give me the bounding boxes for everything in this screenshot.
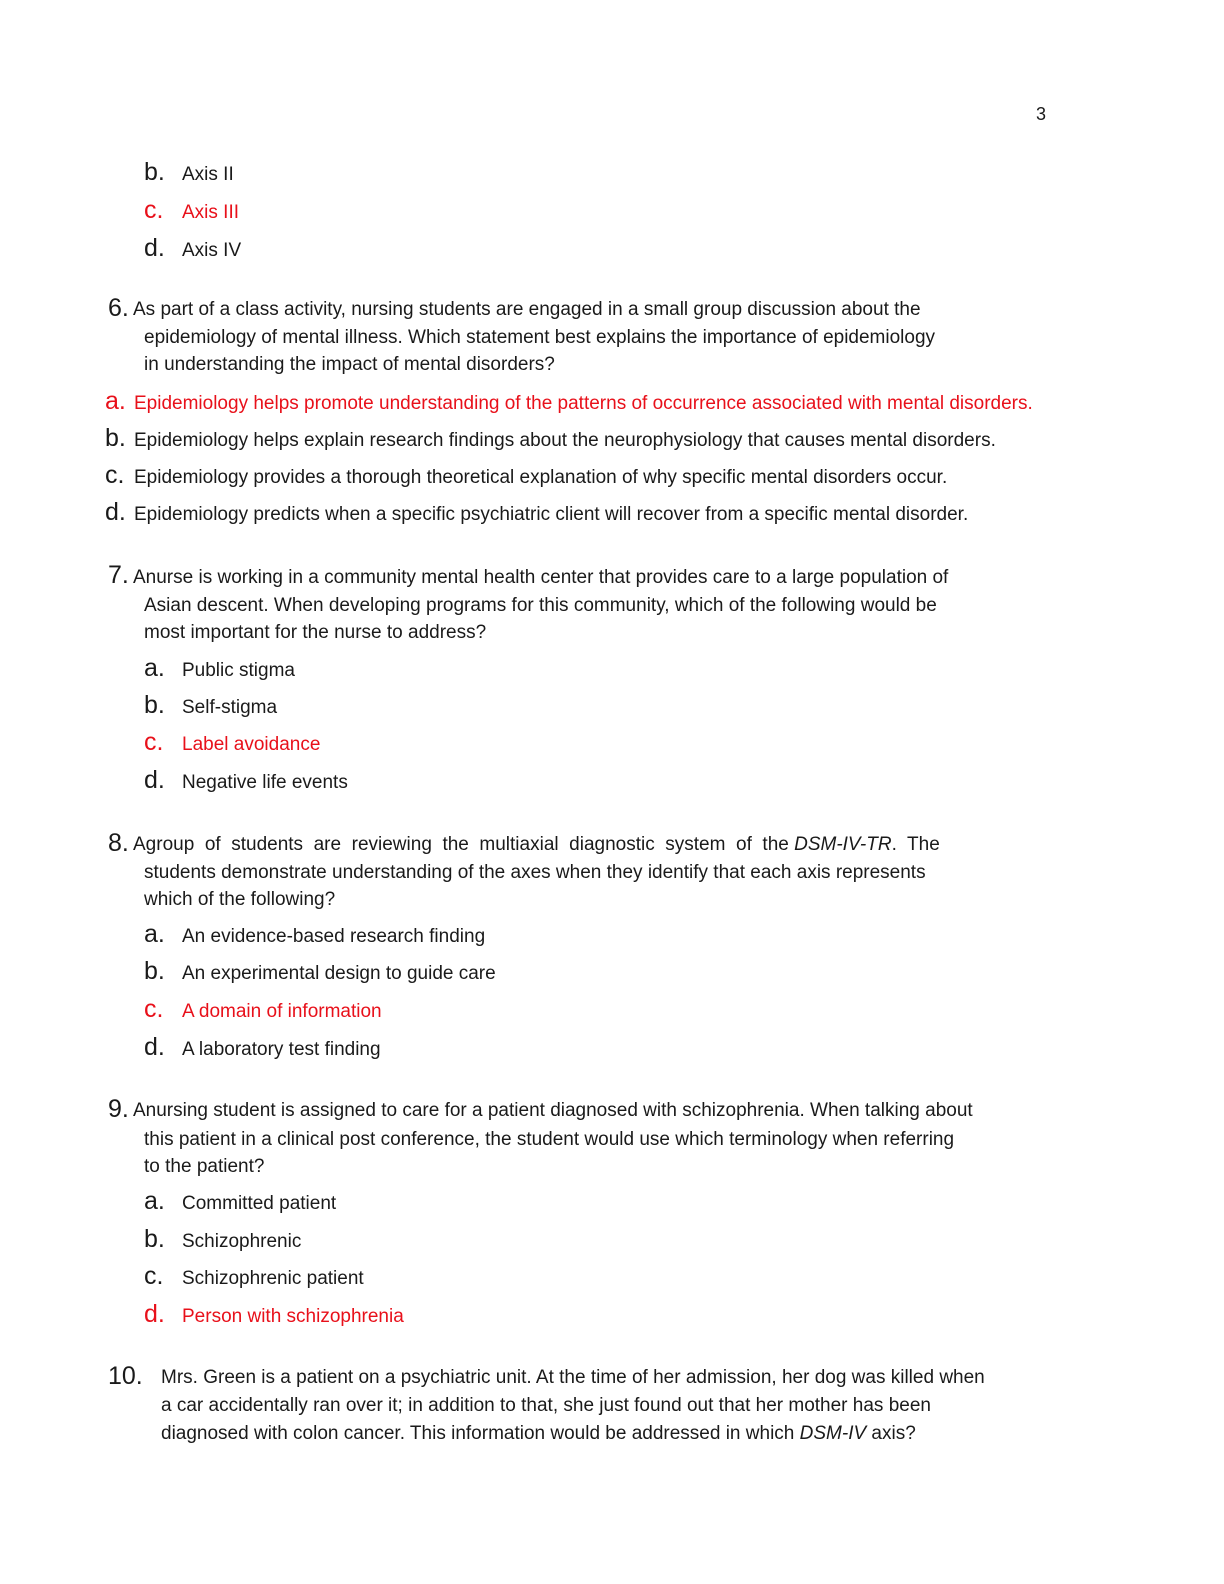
option-b <box>144 158 234 187</box>
option-text: Schizophrenic <box>182 1231 302 1252</box>
question-line: this patient in a clinical post conference, the student would use which terminology when referring <box>144 1129 955 1150</box>
option-letter: a. <box>144 1187 165 1215</box>
dsm-title: DSM-IV <box>799 1423 867 1444</box>
question-line: Mrs. Green is a patient on a psychiatric unit. At the time of her admission, her dog was killed when <box>161 1367 985 1388</box>
option-letter: b. <box>144 158 165 186</box>
option-text: Axis II <box>182 164 234 185</box>
question-line: which of the following? <box>144 889 336 910</box>
question-line: most important for the nurse to address? <box>144 622 487 643</box>
question-line: Anurse is working in a community mental health center that provides care to a large population of <box>133 567 949 588</box>
question-line: Anursing student is assigned to care for a patient diagnosed with schizophrenia. When talking about <box>133 1100 973 1121</box>
option-text: Self-stigma <box>182 697 278 718</box>
question-text: . The <box>891 834 940 855</box>
option-a <box>144 920 485 949</box>
option-text: An experimental design to guide care <box>182 963 496 984</box>
option-letter: c. <box>105 461 125 489</box>
question-line <box>161 1420 916 1448</box>
option-letter: c. <box>144 196 164 224</box>
question-number: 9. <box>108 1095 129 1123</box>
question-text: Agroup of students are reviewing the multiaxial diagnostic system of the <box>133 834 795 855</box>
question-line: As part of a class activity, nursing students are engaged in a small group discussion about the <box>133 299 921 320</box>
question-text: diagnosed with colon cancer. This information would be addressed in which <box>161 1423 800 1444</box>
option-text: Public stigma <box>182 660 295 681</box>
question-line: a car accidentally ran over it; in addition to that, she just found out that her mother has been <box>161 1395 931 1416</box>
option-letter: d. <box>144 1033 165 1061</box>
option-letter: d. <box>105 498 126 526</box>
question-number: 8. <box>108 829 129 857</box>
option-text: Epidemiology helps promote understanding of the patterns of occurrence associated with mental disorders. <box>134 393 1033 414</box>
option-letter: a. <box>144 920 165 948</box>
option-a <box>144 654 295 683</box>
option-letter: d. <box>144 234 165 262</box>
option-letter: c. <box>144 728 164 756</box>
option-letter: d. <box>144 1300 165 1328</box>
option-b <box>144 691 277 720</box>
option-letter: d. <box>144 766 165 794</box>
option-a <box>144 1187 336 1216</box>
option-b <box>105 424 996 453</box>
option-text: Label avoidance <box>182 734 321 755</box>
question-number: 7. <box>108 561 129 589</box>
option-text: A laboratory test finding <box>182 1039 381 1060</box>
option-text: Axis IV <box>182 240 242 261</box>
question-line: students demonstrate understanding of the axes when they identify that each axis represents <box>144 862 926 883</box>
option-c-correct <box>144 728 320 757</box>
question-line: Asian descent. When developing programs for this community, which of the following would be <box>144 595 937 616</box>
option-letter: c. <box>144 1262 164 1290</box>
option-letter: b. <box>144 957 165 985</box>
option-c <box>105 461 947 490</box>
option-letter: b. <box>144 691 165 719</box>
option-letter: a. <box>105 387 126 415</box>
option-d-correct <box>144 1300 404 1329</box>
option-d <box>144 1033 381 1062</box>
option-text: An evidence-based research finding <box>182 926 486 947</box>
option-text: A domain of information <box>182 1001 382 1022</box>
question-number: 6. <box>108 294 129 322</box>
option-d <box>144 766 348 795</box>
option-a-correct <box>105 387 1033 416</box>
option-text: Schizophrenic patient <box>182 1268 364 1289</box>
dsm-title: DSM-IV-TR <box>794 834 892 855</box>
option-text: Person with schizophrenia <box>182 1306 404 1327</box>
option-b <box>144 957 496 986</box>
option-b <box>144 1225 301 1254</box>
option-letter: b. <box>105 424 126 452</box>
option-d <box>105 498 968 527</box>
option-c <box>144 1262 364 1291</box>
option-letter: b. <box>144 1225 165 1253</box>
question-line <box>133 831 940 859</box>
option-letter: a. <box>144 654 165 682</box>
option-c-correct <box>144 995 382 1024</box>
option-letter: c. <box>144 995 164 1023</box>
option-c-correct <box>144 196 239 225</box>
option-text: Committed patient <box>182 1193 337 1214</box>
question-line: epidemiology of mental illness. Which statement best explains the importance of epidemiology <box>144 327 936 348</box>
option-text: Negative life events <box>182 772 348 793</box>
option-text: Epidemiology helps explain research findings about the neurophysiology that causes mental disorders. <box>134 430 996 451</box>
option-d <box>144 234 241 263</box>
option-text: Epidemiology predicts when a specific psychiatric client will recover from a specific mental disorder. <box>134 504 969 525</box>
page-number: 3 <box>1036 104 1047 124</box>
question-line: in understanding the impact of mental disorders? <box>144 354 555 375</box>
question-text: axis? <box>866 1423 916 1444</box>
question-line: to the patient? <box>144 1156 265 1177</box>
option-text: Axis III <box>182 202 240 223</box>
option-text: Epidemiology provides a thorough theoretical explanation of why specific mental disorders occur. <box>134 467 948 488</box>
question-number: 10. <box>108 1362 143 1390</box>
